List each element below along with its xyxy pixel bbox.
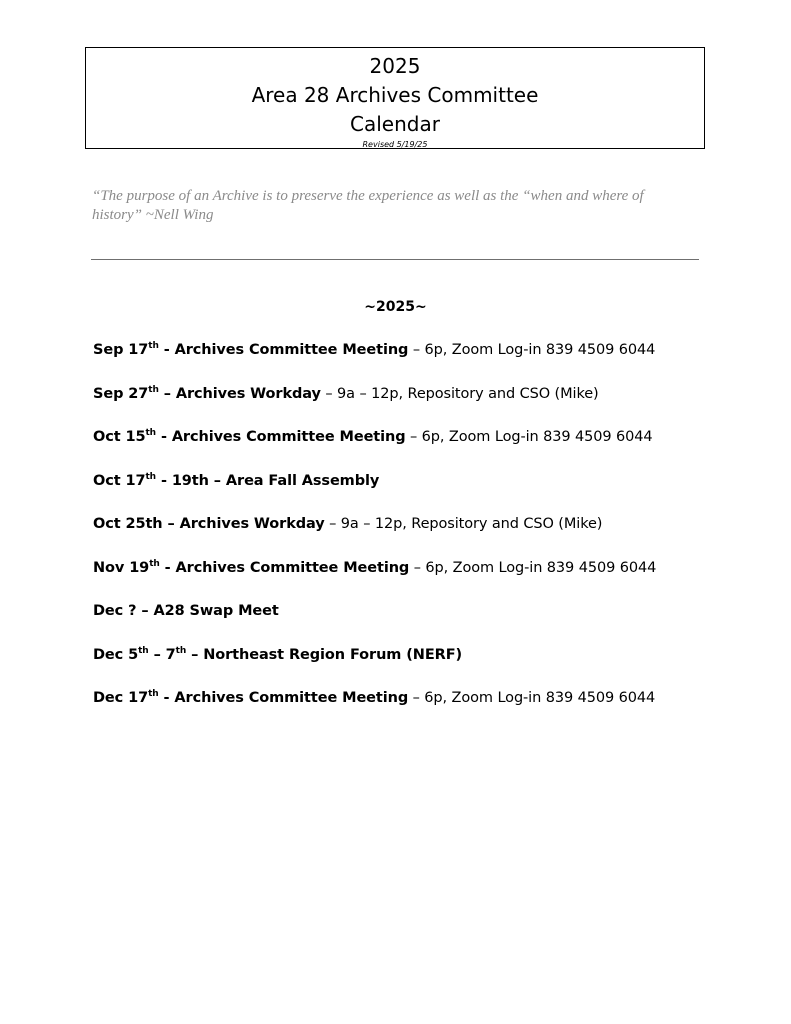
event-date: Nov 19 xyxy=(93,559,150,576)
event-details: – 6p, Zoom Log-in 839 4509 6044 xyxy=(409,559,657,576)
event-item xyxy=(93,340,753,384)
event-title: – Archives Workday xyxy=(158,385,321,402)
event-details: – 6p, Zoom Log-in 839 4509 6044 xyxy=(408,690,656,706)
event-date-rest: – 7 xyxy=(148,646,176,663)
event-date: Dec 17 xyxy=(93,690,149,706)
event-date-rest: - 19th – Area Fall Assembly xyxy=(156,472,380,489)
event-date: Dec 5 xyxy=(93,646,139,663)
event-date-suffix: th xyxy=(148,341,159,351)
event-item xyxy=(93,688,753,732)
event-item xyxy=(93,645,753,689)
event-date-suffix: th xyxy=(138,645,149,656)
event-title: – Archives Workday xyxy=(162,516,325,532)
event-details: – 9a – 12p, Repository and CSO (Mike) xyxy=(324,516,603,532)
event-title: - Archives Committee Meeting xyxy=(159,559,410,576)
event-date: Sep 27 xyxy=(93,385,149,402)
event-title: - Archives Committee Meeting xyxy=(158,342,409,358)
event-item xyxy=(93,514,753,558)
divider-rule xyxy=(91,259,699,260)
revised-date: Revised 5/19/25 xyxy=(362,140,428,149)
header-title: Area 28 Archives Committee xyxy=(251,83,539,107)
year-heading: ~2025~ xyxy=(364,299,427,315)
header-subtitle: Calendar xyxy=(350,112,440,136)
event-date-suffix: th xyxy=(175,645,187,656)
event-item xyxy=(93,601,753,645)
event-date: Oct 25th xyxy=(93,516,163,532)
header-box xyxy=(85,47,705,149)
event-date: Oct 17 xyxy=(93,472,146,489)
event-date: Sep 17 xyxy=(93,342,149,358)
event-details: – 6p, Zoom Log-in 839 4509 6044 xyxy=(408,342,656,358)
event-date-suffix: th xyxy=(149,558,160,569)
event-details: – 9a – 12p, Repository and CSO (Mike) xyxy=(320,385,599,402)
event-item xyxy=(93,558,753,602)
event-details: – 6p, Zoom Log-in 839 4509 6044 xyxy=(405,429,653,445)
event-date: Dec ? – A28 Swap Meet xyxy=(93,603,279,619)
event-date-suffix: th xyxy=(145,428,156,438)
event-item xyxy=(93,384,753,428)
event-date-suffix: th xyxy=(148,689,159,699)
event-date-suffix: th xyxy=(145,471,156,482)
event-list xyxy=(93,340,753,732)
event-title: - Archives Committee Meeting xyxy=(158,690,409,706)
event-date: Oct 15 xyxy=(93,429,146,445)
event-date-suffix: th xyxy=(148,384,159,395)
quote: “The purpose of an Archive is to preserve the experience as well as the “when and where of history” ~Nell Wing xyxy=(92,188,644,223)
header-year: 2025 xyxy=(369,54,421,78)
event-item xyxy=(93,471,753,515)
event-title: – Northeast Region Forum (NERF) xyxy=(186,646,463,663)
event-item xyxy=(93,427,753,471)
event-title: - Archives Committee Meeting xyxy=(156,429,406,445)
